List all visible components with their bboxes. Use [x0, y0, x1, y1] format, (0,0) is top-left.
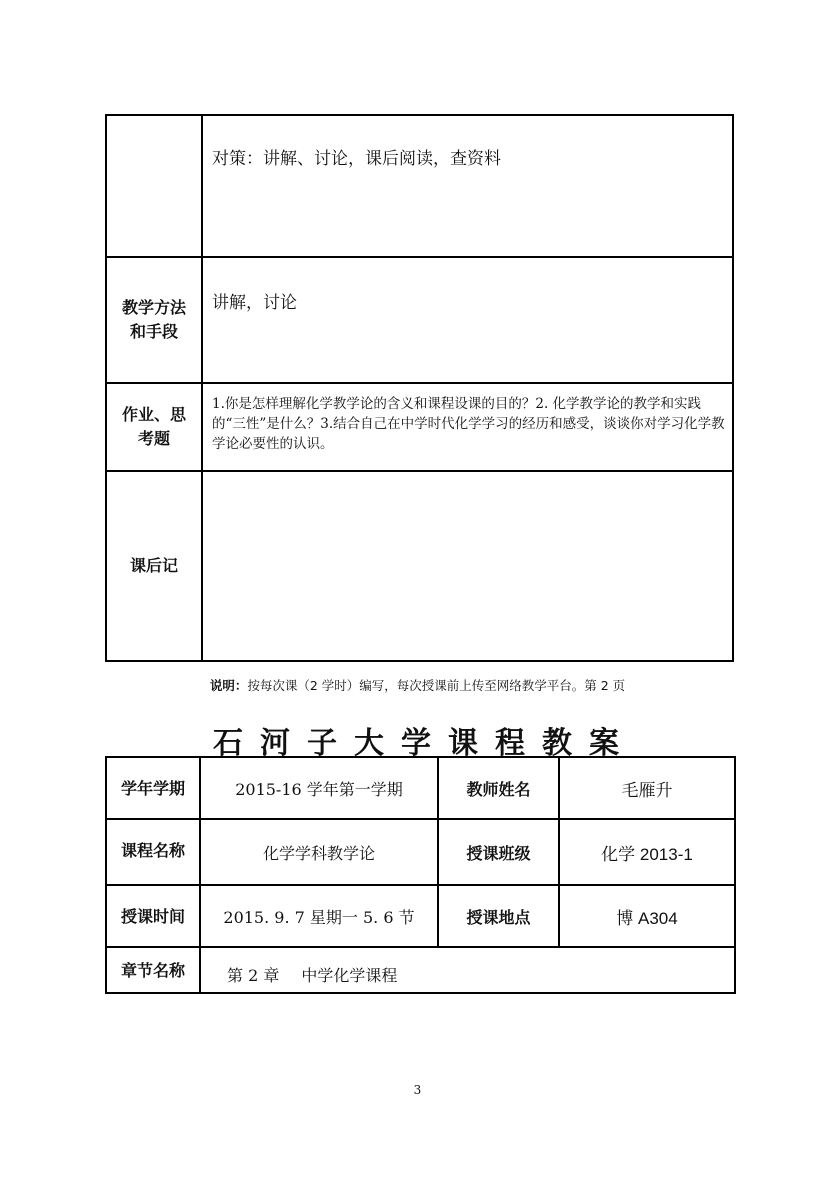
semester-value: 2015-16 学年第一学期: [200, 757, 438, 819]
homework-text: 1.你是怎样理解化学教学论的含义和课程设课的目的？2. 化学教学论的教学和实践的“三性”是什么？3.结合自己在中学时代化学学习的经历和感受，谈谈你对学习化学教学论必要性的认识。: [212, 396, 725, 452]
note-text: 按每次课（2 学时）编写，每次授课前上传至网络教学平台。第 2 页: [247, 678, 626, 693]
table-row: [106, 885, 735, 947]
row-label-method: [106, 257, 202, 383]
homework-label-line2: 考题: [137, 429, 170, 448]
method-label-line2: 和手段: [129, 322, 178, 341]
course-label: 课程名称: [106, 819, 200, 885]
time-label: 授课时间: [106, 885, 200, 947]
method-text: 讲解，讨论: [212, 293, 297, 313]
method-label-line1: 教学方法: [121, 298, 186, 317]
course-info-table: [105, 756, 736, 994]
note-label: 说明：: [209, 678, 248, 693]
footnote: [0, 676, 835, 694]
countermeasures-text: 对策：讲解、讨论，课后阅读，查资料: [212, 149, 501, 169]
teacher-label: 教师姓名: [438, 757, 559, 819]
row-content-homework: [202, 383, 733, 471]
table-row: [106, 383, 733, 471]
course-value: 化学学科教学论: [200, 819, 438, 885]
chapter-number: 第 2 章: [227, 966, 280, 985]
table-row: [106, 115, 733, 257]
page-number: 3: [413, 1083, 422, 1097]
chapter-value: [200, 947, 735, 993]
table-row: [106, 947, 735, 993]
chapter-label: 章节名称: [106, 947, 200, 993]
table-row: [106, 757, 735, 819]
chapter-title: 中学化学课程: [301, 966, 398, 985]
row-label-reflection: 课后记: [106, 471, 202, 661]
class-value: 化学 2013-1: [559, 819, 735, 885]
time-value: 2015. 9. 7 星期一 5. 6 节: [200, 885, 438, 947]
teacher-value: 毛雁升: [559, 757, 735, 819]
place-label: 授课地点: [438, 885, 559, 947]
class-label: 授课班级: [438, 819, 559, 885]
homework-label-line1: 作业、思: [121, 405, 186, 424]
place-value: 博 A304: [559, 885, 735, 947]
semester-label: 学年学期: [106, 757, 200, 819]
row-label-homework: [106, 383, 202, 471]
row-label-empty: [106, 115, 202, 257]
lesson-plan-table-top: [105, 114, 734, 662]
table-row: [106, 471, 733, 661]
page-title: 石河子大学课程教案: [213, 726, 636, 761]
row-content-countermeasures: [202, 115, 733, 257]
row-content-reflection: [202, 471, 733, 661]
table-row: [106, 257, 733, 383]
table-row: [106, 819, 735, 885]
row-content-method: [202, 257, 733, 383]
